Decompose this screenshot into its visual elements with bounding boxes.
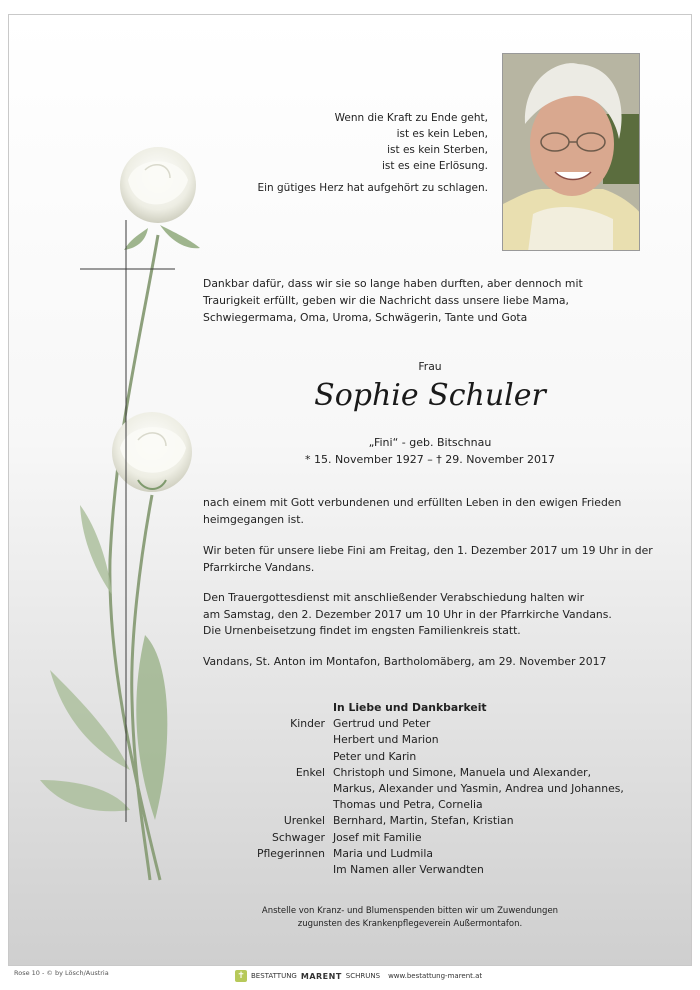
website-link[interactable]: www.bestattung-marent.at [388,972,483,980]
role-label: Kinder [290,717,325,731]
mourner-names: Josef mit Familie [333,830,422,844]
life-dates: * 15. November 1927 – † 29. November 2017 [305,453,555,466]
portrait-photo [502,53,640,251]
poem-heart-line: Ein gütiges Herz hat aufgehört zu schlagen. [257,182,488,194]
donation-line: Anstelle von Kranz- und Blumenspenden bitten wir um Zuwendungen [261,906,559,916]
mourners-heading: In Liebe und Dankbarkeit [333,701,487,714]
nickname-maiden-name: „Fini“ - geb. Bitschnau [368,436,492,449]
place-date: Vandans, St. Anton im Montafon, Bartholomäberg, am 29. November 2017 [203,655,607,668]
mourner-names: Thomas und Petra, Cornelia [333,798,483,812]
deceased-name: Sophie Schuler [314,378,546,413]
cross-logo-icon: ✝ [235,970,247,982]
intro-text: Dankbar dafür, dass wir sie so lange haben durften, aber dennoch mit Traurigkeit erfüllt, geben wir die Nachricht dass unsere liebe Mama, Schwiegermama, Oma, Uroma, Schwägerin, Tante und Gota [203,277,583,324]
mourner-names: Herbert und Marion [333,733,439,747]
prayer-paragraph: Wir beten für unsere liebe Fini am Freitag, den 1. Dezember 2017 um 19 Uhr in der Pfarrkirche Vandans. [203,544,653,574]
donation-line: zugunsten des Krankenpflegeverein Außermontafon. [297,919,523,929]
image-credit: Rose 10 - © by Lösch/Austria [14,969,109,977]
mourner-names: Peter und Karin [333,749,417,763]
brand-prefix: BESTATTUNG [251,972,297,980]
service-line: Den Trauergottesdienst mit anschließender Verabschiedung halten wir [203,591,585,604]
brand-city: SCHRUNS [345,972,381,980]
leaf [124,228,148,250]
poem-line: ist es kein Leben, [396,128,488,140]
mourner-names: Gertrud und Peter [333,717,431,731]
service-line: am Samstag, den 2. Dezember 2017 um 10 Uhr in der Pfarrkirche Vandans. [203,607,612,621]
salutation: Frau [418,360,442,373]
relatives-line: Im Namen aller Verwandten [333,863,484,877]
mourners-list [140,700,660,878]
role-label: Urenkel [283,814,325,828]
mourner-names: Bernhard, Martin, Stefan, Kristian [333,814,514,828]
role-label: Pflegerinnen [256,846,325,860]
leaf [40,780,130,811]
service-paragraph [203,590,653,640]
service-line: Die Urnenbeisetzung findet im engsten Familienkreis statt. [203,624,521,637]
mourner-names: Markus, Alexander und Yasmin, Andrea und Johannes, [333,782,624,796]
peace-paragraph: nach einem mit Gott verbundenen und erfüllten Leben in den ewigen Frieden heimgegangen ist. [203,496,622,526]
rose-lower [112,412,192,492]
rose-upper [120,147,196,223]
poem-line: ist es kein Sterben, [387,144,488,156]
mourner-names: Christoph und Simone, Manuela und Alexander, [333,765,592,779]
brand-name: MARENT [300,971,342,981]
portrait-image [503,54,640,251]
mourner-names: Maria und Ludmila [333,846,434,860]
funeral-home-footer [235,970,635,982]
poem-line: ist es eine Erlösung. [381,160,488,172]
leaf [160,225,200,248]
poem-line: Wenn die Kraft zu Ende geht, [334,112,488,124]
poem [230,110,488,174]
role-label: Schwager [271,830,325,844]
donation-note [200,905,620,931]
leaf [80,505,112,595]
role-label: Enkel [295,765,325,779]
